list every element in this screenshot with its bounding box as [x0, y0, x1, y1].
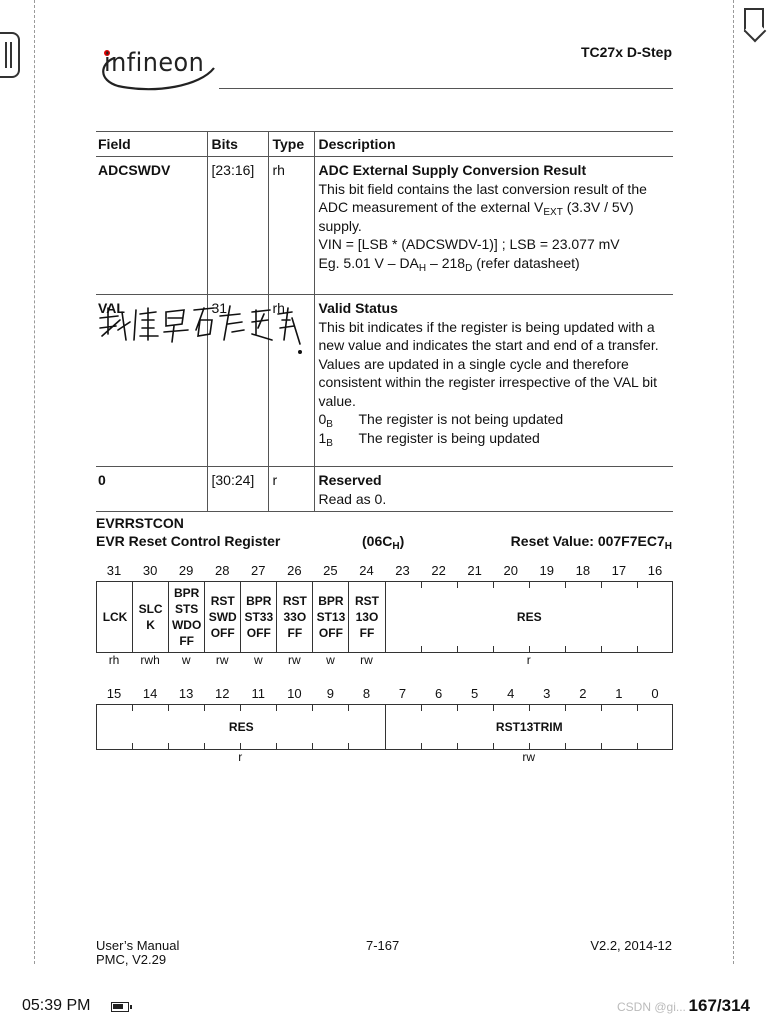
- bit-number: 12: [214, 686, 230, 701]
- field-description: [314, 467, 673, 512]
- bit-number: 13: [178, 686, 194, 701]
- bit-tick: [385, 743, 386, 749]
- bit-tick: [457, 646, 458, 652]
- bit-tick: [348, 743, 349, 749]
- bit-tick: [601, 705, 602, 711]
- description-title: Reserved: [318, 472, 382, 488]
- bit-tick: [204, 582, 205, 588]
- register-field: RST 13O FF: [348, 582, 384, 652]
- bit-number: 29: [178, 563, 194, 578]
- field-bits: 31: [207, 295, 268, 467]
- watermark: CSDN @gi...: [617, 1000, 686, 1014]
- bit-tick: [204, 646, 205, 652]
- enum-value-0: $0_B$ The register is not being updated: [318, 411, 564, 430]
- bit-number: 14: [142, 686, 158, 701]
- description-text: Read as 0.: [318, 490, 387, 507]
- bit-tick: [457, 705, 458, 711]
- register-long-name: EVR Reset Control Register: [96, 533, 281, 549]
- bit-tick: [168, 705, 169, 711]
- bit-tick: [168, 743, 169, 749]
- register-field: RST 33O FF: [276, 582, 312, 652]
- bit-tick: [385, 582, 386, 588]
- bit-tick: [276, 705, 277, 711]
- bit-number: 18: [575, 563, 591, 578]
- bit-number: 26: [287, 563, 302, 578]
- bit-tick: [565, 743, 566, 749]
- description-title: ADC External Supply Conversion Result: [318, 162, 587, 178]
- register-lower-half: [96, 704, 673, 750]
- register-reset-value: Reset Value: $007F7EC7_H$: [510, 533, 672, 552]
- footer-manual: User’s Manual: [96, 938, 180, 953]
- register-upper-half: [96, 581, 673, 653]
- bit-number: 19: [539, 563, 555, 578]
- description-example: Eg. 5.01 V – $DA_H - 218_D$ (refer datasheet): [318, 254, 580, 274]
- bit-tick: [240, 582, 241, 588]
- bit-number: 24: [359, 563, 374, 578]
- access-type: rwh: [140, 653, 160, 667]
- bit-tick: [348, 582, 349, 588]
- bit-tick: [204, 743, 205, 749]
- bit-tick: [457, 582, 458, 588]
- menu-handle-icon[interactable]: [0, 32, 20, 78]
- field-name: 0: [96, 467, 207, 512]
- description-text: This bit field contains the last conversion result of the ADC measurement of the external $V_{EXT}$ (3.3V / 5V) supply.: [318, 180, 647, 234]
- field-bits: [30:24]: [207, 467, 268, 512]
- bit-tick: [168, 582, 169, 588]
- register-field: BPR STS WDO FF: [168, 582, 204, 652]
- col-description: Description: [314, 132, 673, 157]
- footer-version: V2.2, 2014-12: [590, 938, 672, 953]
- field-name: ADCSWDV: [96, 157, 207, 295]
- description-text: This bit indicates if the register is being updated with a new value and indicates the start and end of a transfer. Values are updated in a single cycle and therefore consistent within the register irrespective of the VAL bit value.: [318, 318, 659, 409]
- bit-number: 30: [142, 563, 158, 578]
- page-counter[interactable]: 167/314: [688, 996, 750, 1015]
- access-type: w: [253, 653, 263, 667]
- bit-number: 20: [503, 563, 518, 578]
- description-formula: VIN = [LSB * (ADCSWDV-1)] ; LSB = 23.077 mV: [318, 236, 620, 252]
- register-field: BPR ST13 OFF: [312, 582, 348, 652]
- logo-text: infineon: [104, 48, 205, 78]
- bit-number: 17: [611, 563, 627, 578]
- bit-tick: [312, 646, 313, 652]
- register-short-name: EVRRSTCON: [96, 515, 184, 531]
- header-rule: [219, 88, 673, 89]
- register-field: RST SWD OFF: [204, 582, 240, 652]
- bit-tick: [348, 705, 349, 711]
- bit-tick: [132, 646, 133, 652]
- register-field: RES: [228, 720, 254, 734]
- handwritten-annotation: [96, 300, 306, 360]
- field-type: r: [268, 467, 314, 512]
- bit-number: 2: [579, 686, 587, 701]
- bit-tick: [312, 705, 313, 711]
- bit-number: 22: [431, 563, 446, 578]
- bit-tick: [565, 582, 566, 588]
- col-type: Type: [268, 132, 314, 157]
- description-title: Valid Status: [318, 300, 398, 316]
- bit-tick: [421, 705, 422, 711]
- bit-tick: [637, 743, 638, 749]
- register-address: $(06C_H)$: [362, 533, 405, 552]
- bit-number: 15: [106, 686, 122, 701]
- bit-tick: [421, 743, 422, 749]
- field-description: [314, 295, 673, 467]
- col-bits: Bits: [207, 132, 268, 157]
- table-row: [96, 467, 673, 512]
- register-field: BPR ST33 OFF: [240, 582, 276, 652]
- bit-number: 1: [615, 686, 623, 701]
- bit-tick: [493, 582, 494, 588]
- doc-title: TC27x D-Step: [580, 44, 672, 60]
- bit-tick: [385, 646, 386, 652]
- bit-number: 0: [651, 686, 659, 701]
- col-field: Field: [96, 132, 207, 157]
- bit-tick: [385, 705, 386, 711]
- battery-icon: [111, 1002, 129, 1012]
- footer-module: PMC, V2.29: [96, 952, 167, 967]
- register-field: SLC K: [132, 582, 168, 652]
- table-header-row: [96, 132, 673, 157]
- clock: 05:39 PM: [22, 997, 91, 1014]
- field-name: VAL: [96, 295, 207, 467]
- access-type: w: [326, 653, 335, 667]
- bit-tick: [348, 646, 349, 652]
- field-bits: [23:16]: [207, 157, 268, 295]
- bookmark-icon[interactable]: [744, 8, 764, 32]
- bit-tick: [204, 705, 205, 711]
- register-field: LCK: [102, 610, 128, 624]
- bit-tick: [132, 743, 133, 749]
- bit-tick: [276, 646, 277, 652]
- bit-tick: [457, 743, 458, 749]
- bit-tick: [421, 646, 422, 652]
- bit-tick: [168, 646, 169, 652]
- bit-number: 28: [214, 563, 230, 578]
- bit-tick: [240, 743, 241, 749]
- footer-page: 7-167: [366, 938, 400, 953]
- access-type: rw: [522, 750, 536, 764]
- bit-tick: [312, 582, 313, 588]
- bit-number: 7: [398, 686, 407, 701]
- bit-number: 6: [434, 686, 443, 701]
- bit-tick: [132, 582, 133, 588]
- access-type: rh: [108, 653, 120, 667]
- bit-number: 31: [106, 563, 122, 578]
- bit-tick: [565, 646, 566, 652]
- page-margin-right: [733, 0, 734, 964]
- access-type: r: [526, 653, 531, 667]
- bit-number: 5: [471, 686, 479, 701]
- bit-tick: [529, 743, 530, 749]
- bit-tick: [276, 582, 277, 588]
- register-field: RES: [385, 582, 674, 652]
- field-description: [314, 157, 673, 295]
- bit-number: 23: [395, 563, 410, 578]
- register-field: RST13TRIM: [385, 705, 674, 749]
- bit-tick: [276, 743, 277, 749]
- bit-tick: [493, 743, 494, 749]
- bit-number: 8: [362, 686, 371, 701]
- bit-tick: [601, 646, 602, 652]
- bit-number: 16: [647, 563, 663, 578]
- bit-tick: [421, 582, 422, 588]
- bit-number: 11: [251, 686, 266, 701]
- bit-number: 9: [326, 686, 335, 701]
- bit-tick: [601, 582, 602, 588]
- bit-tick: [529, 705, 530, 711]
- access-type: rw: [288, 653, 301, 667]
- field-type: rh: [268, 295, 314, 467]
- bit-tick: [637, 582, 638, 588]
- bit-tick: [312, 743, 313, 749]
- page-margin-left: [34, 0, 35, 964]
- bit-tick: [529, 582, 530, 588]
- access-type: rw: [360, 653, 373, 667]
- bit-tick: [637, 646, 638, 652]
- field-type: rh: [268, 157, 314, 295]
- bit-tick: [529, 646, 530, 652]
- footer-left: [96, 939, 179, 967]
- bit-tick: [565, 705, 566, 711]
- bit-tick: [132, 705, 133, 711]
- access-type: rw: [215, 653, 229, 667]
- access-type: w: [181, 653, 191, 667]
- bit-number: 4: [507, 686, 515, 701]
- bit-tick: [493, 646, 494, 652]
- bit-tick: [240, 705, 241, 711]
- bit-number: 21: [467, 563, 482, 578]
- bit-tick: [240, 646, 241, 652]
- bit-number: 25: [323, 563, 338, 578]
- infineon-logo: [96, 44, 220, 92]
- bit-tick: [493, 705, 494, 711]
- bit-tick: [637, 705, 638, 711]
- access-type: r: [238, 750, 243, 764]
- bit-number: 3: [543, 686, 551, 701]
- enum-value-1: $1_B$ The register is being updated: [318, 429, 540, 449]
- bit-number: 10: [287, 686, 302, 701]
- table-row: [96, 157, 673, 295]
- bit-tick: [601, 743, 602, 749]
- bit-number: 27: [251, 563, 266, 578]
